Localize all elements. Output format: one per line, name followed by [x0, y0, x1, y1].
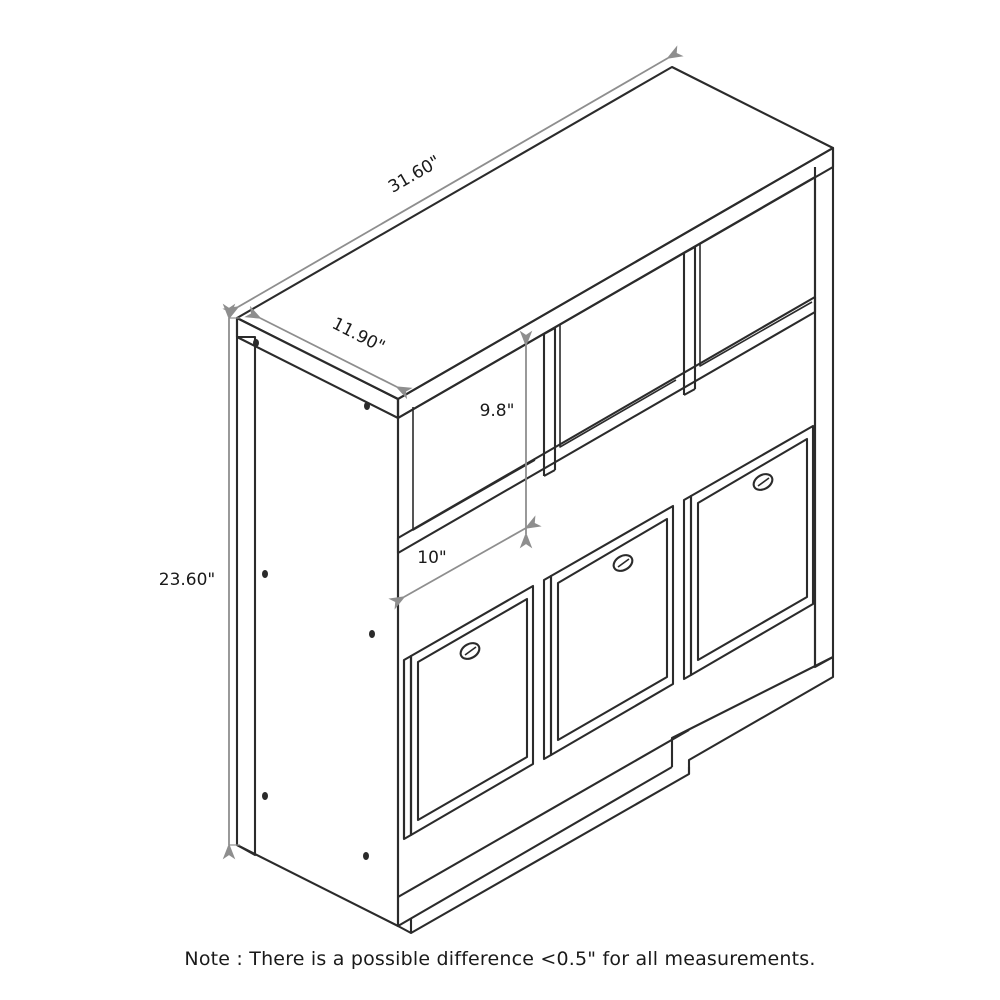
dimension-label-width: 31.60" [385, 151, 444, 198]
dimension-line-width [238, 58, 668, 307]
bin-2[interactable] [544, 506, 673, 759]
dimension-label-cube-width: 10" [417, 548, 447, 568]
dowel-holes [253, 339, 375, 860]
cabinet-body [237, 67, 833, 933]
measurement-note: Note : There is a possible difference <0.5" for all measurements. [184, 948, 816, 970]
top-panel [237, 67, 833, 418]
dimension-label-height: 23.60" [158, 570, 216, 590]
dimension-label-cube-height: 9.8" [479, 401, 515, 421]
back-panel-inner [398, 177, 815, 667]
dimension-lines [229, 58, 668, 845]
right-side-panel [672, 148, 833, 767]
left-side-panel [237, 318, 398, 926]
cube-interiors [413, 244, 812, 530]
bin-3[interactable] [684, 426, 813, 679]
dimension-label-depth: 11.90" [328, 313, 388, 358]
bin-1[interactable] [404, 586, 533, 839]
dimension-labels [159, 152, 515, 590]
